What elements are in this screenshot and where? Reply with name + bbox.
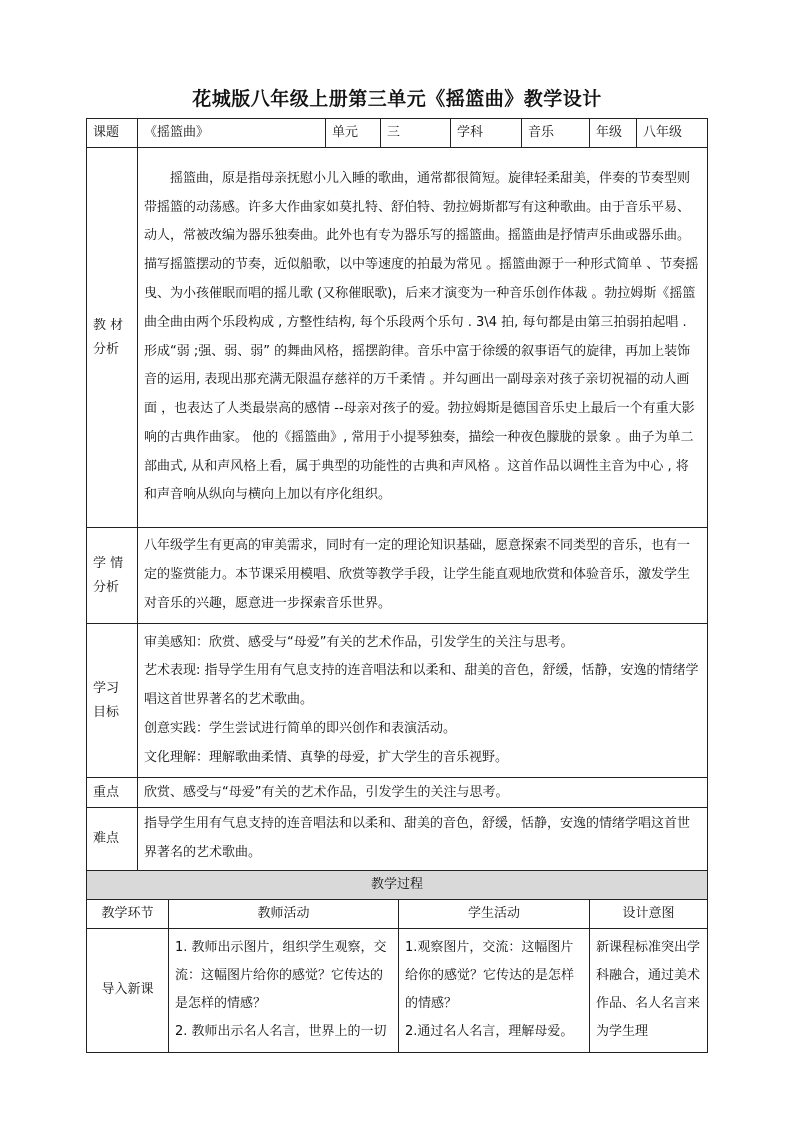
key-point-row — [87, 778, 708, 808]
grade-value: 八年级 — [637, 119, 708, 148]
student-step: 2.通过名人名言，理解母爱。 — [405, 1024, 574, 1040]
unit-label: 单元 — [326, 119, 381, 148]
process-columns-row — [87, 899, 708, 928]
goal-item: 文化理解：理解歌曲柔情、真挚的母爱，扩大学生的音乐视野。 — [144, 749, 509, 765]
teacher-step: 2. 教师出示名人名言，世界上的一切 — [175, 1024, 387, 1040]
lesson-plan-table — [86, 118, 708, 1053]
col-student: 学生活动 — [399, 899, 590, 928]
goals-row — [87, 624, 708, 778]
process-row — [87, 928, 708, 1052]
teacher-cell — [169, 928, 399, 1052]
topic-label: 课题 — [87, 119, 138, 148]
material-label: 教 材 分析 — [87, 148, 138, 528]
teacher-step: 1. 教师出示图片，组织学生观察，交流：这幅图片给你的感觉？它传达的是怎样的情感？ — [175, 940, 387, 1012]
goals-label: 学习 目标 — [87, 624, 138, 778]
difficulty-text: 指导学生用有气息支持的连音唱法和以柔和、甜美的音色，舒缓，恬静，安逸的情绪学唱这首世界著名的艺术歌曲。 — [138, 808, 708, 871]
material-row — [87, 148, 708, 528]
col-teacher: 教师活动 — [169, 899, 399, 928]
topic-value: 《摇篮曲》 — [138, 119, 326, 148]
process-heading: 教学过程 — [87, 870, 708, 899]
stage-cell: 导入新课 — [87, 928, 169, 1052]
process-heading-row — [87, 870, 708, 899]
student-step: 1.观察图片，交流：这幅图片给你的感觉？它传达的是怎样的情感？ — [405, 940, 575, 1012]
difficulty-row — [87, 808, 708, 871]
goal-item: 审美感知：欣赏、感受与“母爱”有关的艺术作品，引发学生的关注与思考。 — [144, 634, 574, 650]
learner-row — [87, 528, 708, 624]
key-point-label: 重点 — [87, 778, 138, 808]
goal-item: 创意实践：学生尝试进行简单的即兴创作和表演活动。 — [144, 720, 457, 736]
header-row — [87, 119, 708, 148]
goal-item: 艺术表现: 指导学生用有气息支持的连音唱法和以柔和、甜美的音色，舒缓，恬静，安逸的情绪学唱这首世界著名的艺术歌曲。 — [144, 663, 699, 708]
key-point-text: 欣赏、感受与“母爱”有关的艺术作品，引发学生的关注与思考。 — [138, 778, 708, 808]
col-intent: 设计意图 — [590, 899, 708, 928]
col-stage: 教学环节 — [87, 899, 169, 928]
subject-label: 学科 — [451, 119, 522, 148]
learner-label: 学 情 分析 — [87, 528, 138, 624]
student-cell — [399, 928, 590, 1052]
difficulty-label: 难点 — [87, 808, 138, 871]
unit-value: 三 — [381, 119, 451, 148]
material-text: 摇篮曲，原是指母亲抚慰小儿入睡的歌曲，通常都很简短。旋律轻柔甜美，伴奏的节奏型则带摇篮的动荡感。许多大作曲家如莫扎特、舒伯特、勃拉姆斯都写有这种歌曲。由于音乐平易、动人，常被改编为器乐独奏曲。此外也有专为器乐写的摇篮曲。摇篮曲是抒情声乐曲或器乐曲。描写摇篮摆动的节奏，近似船歌，以中等速度的拍最为常见 。摇篮曲源于一种形式简单 、节奏摇曳、为小孩催眠而唱的摇儿歌 (又称催眠歌)，后来才演变为一种音乐创作体裁 。勃拉姆斯《摇篮曲全曲由两个乐段构成 , 方整性结构, 每个乐段两个乐句 . 3\4 拍, 每句都是由第三拍弱拍起唱 . 形成“弱 ;强、弱、弱” 的舞曲风格，摇摆韵律。音乐中富于徐缓的叙事语气的旋律，再加上装饰音的运用, 表现出那充满无限温存慈祥的万千柔情 。并勾画出一副母亲对孩子亲切祝福的动人画面 ，也表达了人类最崇高的感情 --母亲对孩子的爱。勃拉姆斯是德国音乐史上最后一个有重大影响的古典作曲家。 他的《摇篮曲》, 常用于小提琴独奏，描绘一种夜色朦胧的景象 。曲子为单二部曲式, 从和声风格上看，属于典型的功能性的古典和声风格 。这首作品以调性主音为中心 , 将和声音响从纵向与横向上加以有序化组织。 — [138, 148, 708, 528]
goals-list — [138, 624, 708, 778]
page-title: 花城版八年级上册第三单元《摇篮曲》教学设计 — [192, 88, 602, 110]
intent-cell: 新课程标准突出学科融合，通过美术作品、名人名言来为学生理 — [590, 928, 708, 1052]
learner-text: 八年级学生有更高的审美需求，同时有一定的理论知识基础，愿意探索不同类型的音乐，也有一定的鉴赏能力。本节课采用模唱、欣赏等教学手段，让学生能直观地欣赏和体验音乐，激发学生对音乐的兴趣，愿意进一步探索音乐世界。 — [138, 528, 708, 624]
subject-value: 音乐 — [522, 119, 590, 148]
grade-label: 年级 — [590, 119, 637, 148]
